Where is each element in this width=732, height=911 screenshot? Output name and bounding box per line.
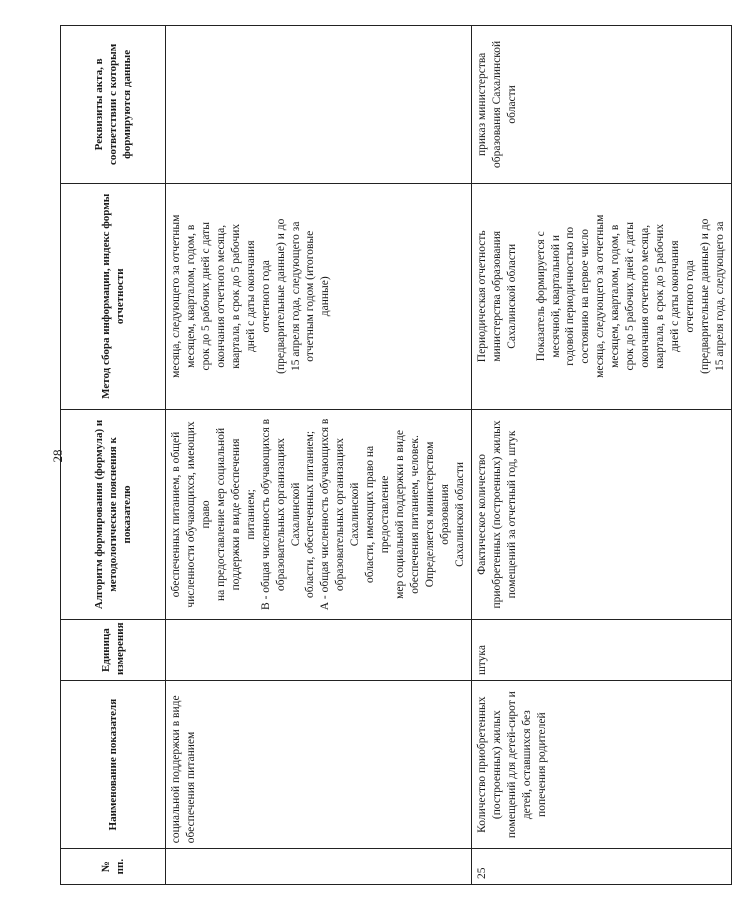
header-method: Метод сбора информации, индекс формы отчетности [61, 183, 166, 409]
row1-method-line: срок до 5 рабочих дней с даты [199, 222, 212, 371]
row1-method-line: месяцем, кварталом, годом, в [184, 224, 197, 368]
header-unit: Единица измерения [61, 620, 166, 681]
header-indicator-name: Наименование показателя [61, 681, 166, 849]
row2-method-line: отчетного года [683, 260, 696, 333]
row1-algorithm-line: Сахалинской области [453, 461, 466, 567]
row1-algorithm-line: образовательных организациях Сахалинской [274, 437, 302, 591]
row1-method-line: окончания отчетного месяца, [214, 224, 227, 368]
row2-method-line: 15 апреля года, следующего за [713, 221, 726, 371]
row2-method-line: (предварительные данные) и до [698, 218, 711, 374]
row1-algorithm-line: Определяется министерством образования [423, 441, 451, 588]
row2-method-line: Показатель формируется с [534, 231, 547, 362]
row2-method-line: Периодическая отчетность [475, 230, 488, 363]
row1-algorithm-line: поддержки в виде обеспечения питанием; [229, 438, 257, 591]
row2-unit: штука [471, 620, 731, 681]
row1-method-line: (предварительные данные) и до [274, 218, 287, 374]
indicators-table [60, 25, 732, 885]
row1-algorithm-line: А - общая численность обучающихся в [319, 418, 332, 611]
row2-method-line: дней с даты окончания [669, 240, 681, 353]
header-algorithm: Алгоритм формирования (формула) и методологические пояснения к показателю [61, 409, 166, 619]
row1-algorithm-line: области, имеющих право на предоставление [364, 445, 392, 584]
row2-method-line: месяцем, кварталом, годом, в [609, 224, 622, 368]
table-row [471, 26, 731, 885]
row1-method [166, 183, 472, 409]
row1-algorithm-line: мер социальной поддержки в виде [394, 430, 407, 599]
row1-algorithm-line: В - общая численность обучающихся в [259, 418, 272, 610]
row1-method-line: дней с даты окончания [244, 240, 257, 353]
header-requisites: Реквизиты акта, в соответствии с которым формируются данные [61, 26, 166, 184]
row1-requisites [166, 26, 472, 184]
row2-algorithm: Фактическое количество приобретенных (построенных) жилых помещений за отчетный год, штук [471, 409, 731, 619]
row1-indicator-name: социальной поддержки в виде обеспечения питанием [166, 681, 472, 849]
row1-method-line: квартала, в срок до 5 рабочих [229, 223, 242, 369]
row2-method-line: месячной, квартальной и [549, 234, 562, 358]
paragraph-gap [520, 189, 534, 404]
row2-method-line: министерства образования [490, 230, 503, 362]
header-number: № пп. [61, 849, 166, 885]
row2-requisites: приказ министерства образования Сахалинской области [471, 26, 731, 184]
row2-method-line: состоянию на первое число [579, 228, 592, 364]
row1-method-line: отчетным годом (итоговые [304, 230, 317, 362]
rotated-document-table-container [60, 25, 726, 885]
row1-method-line: данные) [319, 276, 332, 317]
page-number: 28 [50, 449, 65, 463]
row2-method-line: квартала, в срок до 5 рабочих [654, 223, 667, 369]
row1-algorithm-line: на предоставление мер социальной [214, 427, 227, 601]
row1-algorithm-line: области, обеспеченных питанием; [304, 430, 317, 598]
table-header-row [61, 26, 166, 885]
row1-algorithm-line: численности обучающихся, имеющих право [184, 421, 212, 608]
row2-number: 25 [471, 849, 731, 885]
row2-method-line: годовой периодичностью по [564, 226, 577, 366]
row1-method-line: 15 апреля года, следующего за [289, 221, 302, 371]
row1-algorithm-line: обеспеченных питанием, в общей [170, 431, 182, 598]
row2-method-line: срок до 5 рабочих дней с даты [624, 222, 637, 371]
row2-method-line: месяца, следующего за отчетным [594, 214, 607, 378]
row1-algorithm-line: обеспечения питанием, человек. [409, 435, 421, 594]
row1-method-line: отчетного года [259, 260, 272, 333]
row2-indicator-name: Количество приобретенных (построенных) жилых помещений для детей-сирот и детей, оставшихся без попечения родителей [471, 681, 731, 849]
row1-unit [166, 620, 472, 681]
row2-method [471, 183, 731, 409]
row2-method-line: окончания отчетного месяца, [639, 224, 652, 368]
row2-method-line: Сахалинской области [505, 243, 518, 349]
row1-algorithm [166, 409, 472, 619]
row1-method-line: месяца, следующего за отчетным [170, 214, 182, 378]
row1-algorithm-line: образовательных организациях Сахалинской [334, 437, 362, 591]
row1-number [166, 849, 472, 885]
table-row [166, 26, 472, 885]
